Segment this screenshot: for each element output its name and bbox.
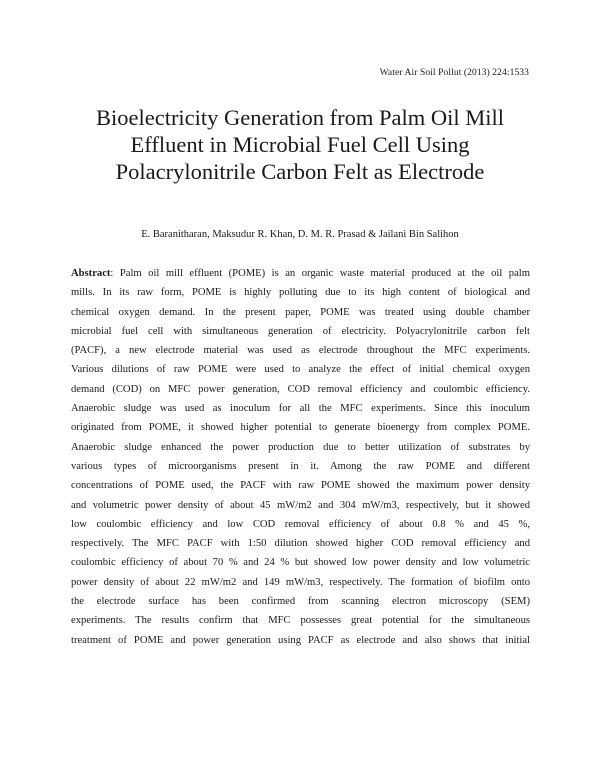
abstract-line: Anaerobic sludge enhanced the power production due to better utilization of substrates by <box>71 441 530 453</box>
abstract-line: concentrations of POME used, the PACF with raw POME showed the maximum power density <box>71 480 530 492</box>
abstract-line: treatment of POME and power generation using PACF as electrode and also shows that initial <box>71 634 530 646</box>
abstract-line: Anaerobic sludge was used as inoculum for all the MFC experiments. Since this inoculum <box>71 403 530 415</box>
abstract-line: the electrode surface has been confirmed from scanning electron microscopy (SEM) <box>71 596 530 608</box>
abstract-line: originated from POME, it showed higher potential to generate bioenergy from complex POME. <box>71 422 530 434</box>
abstract-line: power density of about 22 mW/m2 and 149 mW/m3, respectively. The formation of biofilm onto <box>71 576 530 588</box>
abstract-label: Abstract <box>71 268 111 279</box>
abstract-first-line-text: : Palm oil mill effluent (POME) is an organic waste material produced at the oil palm <box>110 268 530 279</box>
abstract-body <box>71 264 530 650</box>
abstract-line: experiments. The results confirm that MFC possesses great potential for the simultaneous <box>71 615 530 627</box>
abstract-line <box>71 264 530 283</box>
title-line: Effluent in Microbial Fuel Cell Using <box>130 132 470 157</box>
abstract-line: microbial fuel cell with simultaneous generation of electricity. Polyacrylonitrile carbon felt <box>71 325 530 337</box>
title-line: Polacrylonitrile Carbon Felt as Electrode <box>115 159 485 184</box>
abstract-line: Various dilutions of raw POME were used to analyze the effect of initial chemical oxygen <box>71 364 530 376</box>
abstract-line: chemical oxygen demand. In the present paper, POME was treated using double chamber <box>71 306 530 318</box>
abstract-line: various types of microorganisms present in it. Among the raw POME and different <box>71 460 530 472</box>
abstract-line: mills. In its raw form, POME is highly polluting due to its high content of biological and <box>71 287 530 299</box>
title-line: Bioelectricity Generation from Palm Oil Mill <box>95 105 505 130</box>
paper-title <box>60 104 540 185</box>
abstract-line: demand (COD) on MFC power generation, COD removal efficiency and coulombic efficiency. <box>71 383 530 395</box>
abstract-line: coulombic efficiency of about 70 % and 24 % but showed low power density and low volumetric <box>71 557 530 569</box>
journal-reference: Water Air Soil Pollut (2013) 224:1533 <box>379 68 529 78</box>
abstract-line: respectively. The MFC PACF with 1:50 dilution showed higher COD removal efficiency and <box>71 538 530 550</box>
abstract-line: and volumetric power density of about 45 mW/m2 and 304 mW/m3, respectively, but it showed <box>71 499 530 511</box>
author-list: E. Baranitharan, Maksudur R. Khan, D. M. R. Prasad & Jailani Bin Salihon <box>141 229 459 240</box>
abstract-line: (PACF), a new electrode material was used as electrode throughout the MFC experiments. <box>71 345 530 357</box>
abstract-line: low coulombic efficiency and low COD removal efficiency of about 0.8 % and 45 %, <box>71 518 530 530</box>
